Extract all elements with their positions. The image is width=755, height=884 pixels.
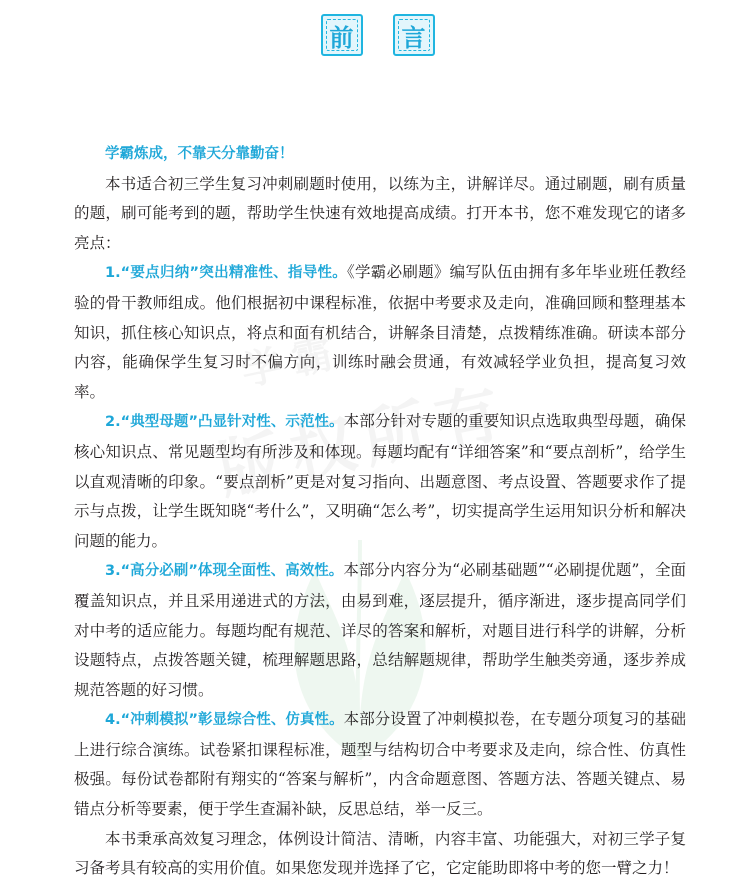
point-text-4: 本部分设置了冲刺模拟卷，在专题分项复习的基础上进行综合演练。试卷紧扣课程标准，题型与结构切合中考要求及走向，综合性、仿真性极强。每份试卷都附有翔实的“答案与解析”，内含命题意图、答题方法、答题关键点、易错点分析等要素，便于学生查漏补缺，反思总结，举一反三。 (74, 710, 686, 819)
page-title (0, 14, 755, 56)
point-heading-4: 4.“冲刺模拟”彰显综合性、仿真性。 (105, 712, 344, 729)
title-char-qian: 前 (329, 23, 354, 52)
point-paragraph-1 (74, 258, 686, 407)
closing-paragraph: 本书秉承高效复习理念，体例设计简洁、清晰，内容丰富、功能强大，对初三学子复习备考具有较高的实用价值。如果您发现并选择了它，它定能助即将中考的您一臂之力！ (74, 829, 686, 878)
point-text-2: 本部分针对专题的重要知识点选取典型母题，确保核心知识点、常见题型均有所涉及和体现。每题均配有“详细答案”和“要点剖析”，给学生以直观清晰的印象。“要点剖析”更是对复习指向、出题意图、考点设置、答题要求作了提示与点拨，让学生既知晓“考什么”，又明确“怎么考”，切实提高学生运用知识分析和解决问题的能力。 (74, 412, 686, 550)
point-heading-3: 3.“高分必刷”体现全面性、高效性。 (105, 563, 344, 580)
point-heading-1: 1.“要点归纳”突出精准性、指导性。 (105, 265, 348, 282)
title-char-yan: 言 (401, 23, 426, 52)
point-paragraph-3 (74, 556, 686, 705)
point-text-3: 本部分内容分为“必刷基础题”“必刷提优题”，全面覆盖知识点，并且采用递进式的方法，由易到难，逐层提升，循序渐进，逐步提高同学们对中考的适应能力。每题均配有规范、详尽的答案和解析，对题目进行科学的讲解，分析设题特点，点拨答题关键，梳理解题思路，总结解题规律，帮助学生触类旁通，逐步养成规范答题的好习惯。 (74, 561, 687, 699)
title-badge-yan (393, 14, 435, 56)
title-badge-qian (321, 14, 363, 56)
slogan: 学霸炼成，不靠天分靠勤奋！ (105, 146, 294, 162)
point-paragraph-2 (74, 407, 686, 556)
point-paragraph-4 (74, 705, 686, 824)
point-text-1: 《学霸必刷题》编写队伍由拥有多年毕业班任教经验的骨干教师组成。他们根据初中课程标准，依据中考要求及走向，准确回顾和整理基本知识，抓住核心知识点，将点和面有机结合，讲解条目清楚，点拨精练准确。研读本部分内容，能确保学生复习时不偏方向，训练时融会贯通，有效减轻学业负担，提高复习效率。 (74, 263, 686, 401)
preface-body (74, 139, 686, 884)
intro-paragraph: 本书适合初三学生复习冲刺刷题时使用，以练为主，讲解详尽。通过刷题，刷有质量的题，刷可能考到的题，帮助学生快速有效地提高成绩。打开本书，您不难发现它的诸多亮点： (74, 174, 686, 252)
point-heading-2: 2.“典型母题”凸显针对性、示范性。 (105, 414, 344, 431)
slogan-paragraph (74, 139, 686, 170)
